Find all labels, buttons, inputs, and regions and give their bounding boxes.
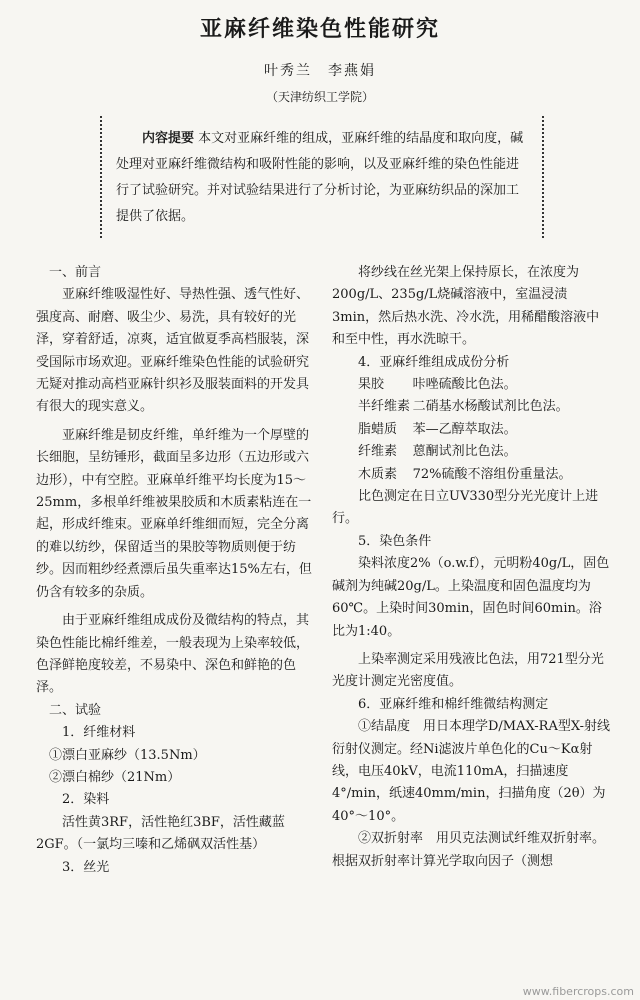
analysis-method: 72%硫酸不溶组份重量法。 (412, 466, 572, 482)
analysis-key: 果胶 (358, 377, 385, 393)
material-cotton-yarn: ②漂白棉纱（21Nm） (49, 769, 181, 785)
section-heading-intro: 一、前言 (49, 265, 102, 280)
analysis-row (332, 396, 612, 418)
abstract-box (100, 116, 544, 238)
analysis-method: 蒽酮试剂比色法。 (412, 444, 517, 460)
mercerizing-text: 将纱线在丝光架上保持原长，在浓度为200g/L、235g/L烧碱溶液中，室温浸渍3min，然后热水洗、冷水洗，用稀醋酸溶液中和至中性，再水洗晾干。 (332, 265, 600, 348)
subsection-dyes: 2．染料 (62, 792, 110, 808)
watermark: www.fibercrops.com (522, 985, 634, 998)
abstract-body: 本文对亚麻纤维的组成，亚麻纤维的结晶度和取向度，碱处理对亚麻纤维微结构和吸附性能的影响，以及亚麻纤维的染色性能进行了试验研究。并对试验结果进行了分析讨论，为亚麻纺织品的深加工提供了依据。 (116, 131, 524, 224)
intro-paragraph-2: 亚麻纤维是韧皮纤维，单纤维为一个厚壁的长细胞，呈纺锤形，截面呈多边形（五边形或六边形），中有空腔。亚麻单纤维平均长度为15～25mm，多根单纤维被果胶质和木质素粘连在一起，形成纤维束。亚麻单纤维细而短，完全分离的难以纺纱，保留适当的果胶等物质则便于纺纱。因而粗纱经煮漂后虽失重率达15%左右，但仍含有较多的杂质。 (36, 427, 312, 600)
analysis-key: 纤维素 (358, 444, 398, 460)
analysis-row (332, 464, 612, 486)
subsection-fiber-materials: 1．纤维材料 (62, 725, 136, 741)
analysis-row (332, 419, 612, 441)
uptake-measurement-text: 上染率测定采用残液比色法，用721型分光光度计测定光密度值。 (332, 651, 604, 690)
paper-affiliation: （天津纺织工学院） (265, 90, 374, 104)
material-flax-yarn: ①漂白亚麻纱（13.5Nm） (49, 747, 206, 763)
subsection-microstructure: 6．亚麻纤维和棉纤维微结构测定 (358, 696, 549, 712)
crystallinity-text: ①结晶度 用日本理学D/MAX-RA型X-射线衍射仪测定。经Ni滤波片单色化的Cu～Kα射线，电压40kV，电流110mA，扫描速度4°/min，纸速40mm/min，扫描角度（2θ）为40°～10°。 (332, 719, 611, 824)
colorimetry-text: 比色测定在日立UV330型分光光度计上进行。 (332, 489, 599, 527)
analysis-key: 脂蜡质 (358, 421, 398, 437)
birefringence-text: ②双折射率 用贝克法测试纤维双折射率。根据双折射率计算光学取向因子（测想 (332, 831, 606, 869)
analysis-row (332, 374, 612, 396)
abstract-label: 内容提要 (142, 131, 195, 146)
section-heading-experiment: 二、试验 (49, 702, 102, 718)
subsection-dyeing-conditions: 5．染色条件 (358, 533, 432, 549)
dyeing-conditions-text: 染料浓度2%（o.w.f），元明粉40g/L，固色碱剂为纯碱20g/L。上染温度和固色温度均为60℃。上染时间30min，固色时间60min。浴比为1:40。 (332, 556, 610, 639)
paper-authors: 叶秀兰 李燕娟 (264, 63, 376, 79)
analysis-key: 半纤维素 (358, 399, 411, 415)
subsection-composition-analysis: 4．亚麻纤维组成成份分析 (358, 354, 510, 370)
subsection-mercerizing: 3．丝光 (62, 859, 110, 875)
intro-paragraph-1: 亚麻纤维吸湿性好、导热性强、透气性好、强度高、耐磨、吸尘少、易洗，具有较好的光泽，穿着舒适，凉爽，适宜做夏季高档服装，深受国际市场欢迎。亚麻纤维染色性能的试验研究无疑对推动高档亚麻针织衫及服装面料的开发具有很大的现实意义。 (36, 287, 310, 415)
dyes-text: 活性黄3RF，活性艳红3BF，活性藏蓝2GF。（一氯均三嗪和乙烯砜双活性基） (36, 814, 285, 853)
analysis-key: 木质素 (358, 466, 398, 482)
right-column (332, 262, 612, 873)
analysis-method: 二硝基水杨酸试剂比色法。 (412, 399, 569, 415)
intro-paragraph-3: 由于亚麻纤维组成成份及微结构的特点，其染色性能比棉纤维差，一般表现为上染率较低，色泽鲜艳度较差，不易染中、深色和鲜艳的色泽。 (36, 613, 310, 696)
paper-title: 亚麻纤维染色性能研究 (199, 17, 440, 42)
analysis-method: 苯—乙醇萃取法。 (412, 421, 517, 437)
analysis-method: 咔唑硫酸比色法。 (412, 377, 517, 393)
analysis-row (332, 441, 612, 463)
left-column (36, 262, 316, 879)
abstract-text (116, 126, 528, 230)
